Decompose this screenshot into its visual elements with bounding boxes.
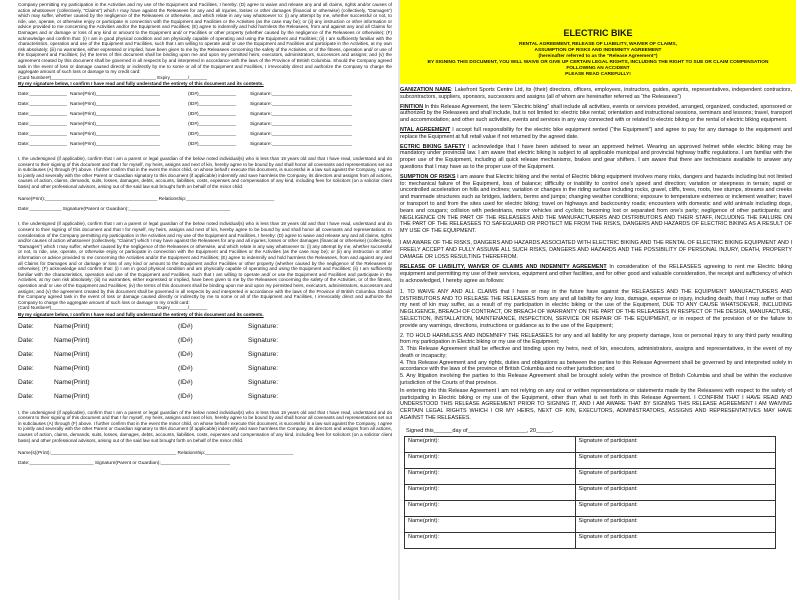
signature-heading: By my signature below, I confirm I have read and fully understand the entirety of this document and its contents. [18,81,264,87]
release-paragraph: RELEASE OF LIABILITY, WAIVER OF CLAIMS AND INDEMNITY AGREEMENT In consideration of the RELEASEES agreeing to rent me Electric biking equipment and permitting my use of their services, equipment and other facilities, and for other good and valuable consideration, the receipt and sufficiency of which is acknowledged, I hereby agree as follows: [400,264,792,284]
signature-cell[interactable]: Signature of participant: [575,436,775,452]
final-acknowledgement: In entering into this Release Agreement I am not relying on any oral or written representations or statements made by the Releasees with respect to the safety of participating in Electric biking or my use of the Equipment, other than what is set forth in this Release Agreement. I CONFIRM THAT I HAVE READ AND UNDERSTOOD THIS RELEASE AGREEMENT PRIOR TO SIGNING IT, AND I AM AWARE THAT BY SIGNING THIS RELEASE AGREEMENT I AM WAIVING CERTAIN LEGAL RIGHTS WHICH I OR MY HEIRS, NEXT OF KIN, EXECUTORS, ADMINISTRATORS, ASSIGNS AND REPRESENTATIVES MAY HAVE AGAINST THE RELEASEES. [400,387,792,422]
card-number-line: (Card Number#)_________________________________________ Expiry_______/_______ [18,74,208,80]
signature-row: Date:______________ Name(Print)________________________ (ID#)______________ Signature:______________________________ [18,141,352,147]
definition-paragraph: FINITION In this Release Agreement, the term “Electric biking” shall include all activities, events or services provided, arranged, organized, conducted, sponsored or authorized by the Releasees and shall include, but is not limited to: electric bike rental; orientation and instructional sessions, seminars and lessons; travel, transport and accommodation; and other such activities, events and services in any way connected with or related to electric biking or the rental of electric biking equipment. [400,103,792,124]
signature-row: Date:______________ Name(Print)________________________ (ID#)______________ Signature:______________________________ [18,111,352,117]
guardian-consent-text-2: I, the undersigned (if applicable), confirm that I am a parent or legal guardian of the below noted individual(s) who is less than 19 years old and that I have read, understand and do consent to their signing of this document and that I for myself, my heirs, assigns and next of kin, hereby agree to be bound by and shall honor all covenants and representations. In consideration of the Company permitting my participation in the Activities and my use of the Equipment and Facilities, I hereby: (D) agree to waive and release any and all claims, rights and/or causes of action whatsoever (collectively, “Claims”) which I may have against the Releasees for any and all injuries, losses or other damages (financial or otherwise) (collectively, “Damages”) which I may suffer, whether caused by the negligence of the Releasees or otherwise, and which relate in any way whatsoever to: (i) any attempt by me, whether successful or not, to ride, use, operate, or otherwise enjoy or participate in connection with the Equipment and Facilities or the Activities (as the case may be); or (ii) any instruction or other information or advice provided to me concerning the Activities and/or the Equipment and Facilities; (E) agree to indemnify and hold harmless the Releasees, from and against any and all Claims for Damages and or damage or loss of any kind or amount to the Equipment and/or Facilities or other property (whether caused by the negligence of the Releasees or otherwise); (F) acknowledge and confirm that: (i) I am in good physical condition and am physically capable of operating and using the Equipment and Facilities; (ii) I am sufficiently familiar with the characteristics, operation and use of the Equipment and Facilities, such that I am willing to operate and/ or use the Equipment and Facilities and participate in the Activities, at my own risk absolutely; (iii) no warranties, either expressed or implied, have been given to me by the Releasees concerning the safety of the Activities, or of the fitness, operation and/ or use of the Equipment and Facilities; (iv) the terms of this document shall be binding upon me and upon my permitted heirs, executors, administrators, successors and assigns; and (v) the agreement created by this document shall be governed in all respects by and interpreted in accordance with the laws of the Province of British Columbia. Should the Company agreed task in the event of loss or damage caused directly or indirectly by me to some or all of the Equipment and Facilities, I irrevocably direct and authorize the Company to charge the aggregate amount of such loss or damage to my credit card: [18,221,392,305]
name-cell[interactable]: Name(print): [405,436,576,452]
waiver-clause-text: Company permitting my participation in the Activities and my use of the Equipment and Facilities, I hereby: (D) agree to waive and release any and all claims, rights and/or causes of action whatsoever (collectively, “Claims”) which I may have against the Releasees for any and all injuries, losses or other damages (financial or otherwise) (collectively, “Damages”) which may suffer, whether caused by the negligence of the Releasees or otherwise, and which relate in any way whatsoever to: (i) any attempt by me, whether successful or not, to ride, use, operate, or otherwise enjoy or participate in connection with the Equipment and Facilities or the Activities (as the case may be); or (ii) any instruction or other information or advice provided to me concerning the Activities and/or the Equipment and Facilities; (E) agree to indemnify and hold harmless the Releasees, from and against any and all Claims for Damages and or damage or loss of any kind or amount to the Equipment and/ or Facilities or other property (whether caused by the negligence of the Releasees or otherwise); (F) acknowledge and confirm that: (i) I am in good physical condition and am physically capable of operating and using the Equipment and Facilities; (ii) I am sufficiently familiar with the characteristics, operation and use of the Equipment and Facilities, such that I am willing to operate and/ or use the Equipment and Facilities and participate in the Activities, at my own risk absolutely; (iii) no warranties, either expressed or implied, have been given to me by the Releasees concerning the safety of the Activities, or of the fitness, operation and/ or use of the Equipment and Facilities; (iv) the terms of this document shall be binding upon me and upon my permitted heirs, executors, administrators, successors and assigns; and (v) the agreement created by this document shall be governed in all respects by and interpreted in accordance with the laws of the Province of British Columbia. Should the Company agreed task in the event of loss or damage caused directly or indirectly by me to some or all of the Equipment and Facilities, I irrevocably direct and authorize the Company to charge the aggregate amount of such loss or damage to my credit card: [18,2,392,75]
risk-paragraph: SUMPTION OF RISKS I am aware that Electric biking and the rental of Electric biking equipment involves many risks, dangers and hazards including but not limited to: mechanical failure of the Equipment, loss of balance; difficulty or inability to control one’s speed and direction; variation or steepness in terrain; rapid or uncontrolled acceleration on hills and inclines; variation or changes in the riding surface including rocks, gravel, cliffs, trees, roots, tree stumps, streams and creeks and manmade structures such as bridges, ladders, berms and jumps; changing weather conditions; exposure to temperature extremes or inclement weather; travel or transport to and from the sites used for electric biking; travel on highways and backcountry roads; encounters with domestic and wild animals including dogs, bears and cougars; collision with pedestrians, motor vehicles and cyclists; becoming lost or separated from one’s party; negligence of other participants; and NEGLIGENCE ON THE PART OF THE RELEASEES AND THE MANUFACTURERS AND DISTRIBUTORS AND THEIR STAFF, INCLUDING THE FAILURE ON THE PART OF THE RELEASEES TO SAFEGUARD OR PROTECT ME FROM THE RISKS, DANGERS AND HAZARDS OF ELECTRIC BIKING AS A RESULT OF MY USE OF THE EQUIPMENT. [400,173,792,235]
table-row [405,500,776,516]
agreement-item: 5. Any litigation involving the parties to this Release Agreement shall be brought solely within the province of British Columbia and shall be within the exclusive jurisdiction of the Courts of that province. [400,373,792,387]
right-rental-agreement-page [400,0,800,600]
table-row [405,516,776,532]
signature-row-large: Date: Name(Print) (ID#) Signature: [18,322,279,330]
rental-paragraph: NTAL AGREEMENT I accept full responsibility for the electric bike equipment rented (“the Equipment”) and agree to pay for any damage to the equipment and replace the Equipment at full retail value if not returned by the agreed date. [400,126,792,140]
agreement-item: 2. TO HOLD HARMLESS AND INDEMNIFY THE RELEASEES for any and all liability for any property damage, loss or personal injury to any third party resulting from my participation in Electric biking or my use of the Equipment; [400,332,792,346]
name-cell[interactable]: Name(print): [405,500,576,516]
document-title: ELECTRIC BIKE [563,28,633,38]
table-row [405,484,776,500]
banner-line: PLEASE READ CAREFULLY! [565,72,631,77]
table-row [405,532,776,548]
small-signature-rows [18,90,392,150]
signature-row: Date:______________ Name(Print)________________________ (ID#)______________ Signature:______________________________ [18,91,352,97]
header-banner [400,0,796,84]
table-row [405,452,776,468]
signature-cell[interactable]: Signature of participant: [575,468,775,484]
banner-line: BY SIGNING THIS DOCUMENT, YOU WILL WAIVE OR GIVE UP CERTAIN LEGAL RIGHTS, INCLUDING THE RIGHT TO SUE OR CLAIM COMPENSATION [427,60,769,65]
signature-row: Date:______________ Name(Print)________________________ (ID#)______________ Signature:______________________________ [18,131,352,137]
table-row [405,468,776,484]
name-cell[interactable]: Name(print): [405,516,576,532]
safety-paragraph: ECTRIC BIKING SAFETY I acknowledge that I have been advised to wear an approved helmet. Wearing an approved helmet while electric biking may be mandatory under provincial law. I am aware that electric biking is subject to all applicable municipal and provincial highway traffic regulations. I am familiar with the proper use of the Equipment, including all quick release mechanisms, brakes and gear shifters. I am aware that there are technicians available to answer any questions that I may have as to the proper use of the Equipment. [400,143,792,170]
banner-line: FOLLOWING AN ACCIDENT [566,66,630,71]
guardian-consent-text: I, the undersigned (if applicable), confirm that I am a parent or legal guardian of the below noted individual(s) who is less than 19 years old and that I have read, understand and do consent to their signing of this document and that I for myself, my heirs, assigns and next of kin, hereby agree to be bound by and shall honor all covenants and representations set out in subclauses (A) through (F) above. I further confirm that in the event the minor child, on whose behalf I execute this document, is successful in a law suit against the Company, I agree to jointly and severally with the other Parent or Guardian signatory to this document (if applicable) indemnify and save harmless the Company, its directors and assigns from all actions, causes of action, claims, demands, suits, losses, damages, debts, accounts, liabilities, costs, expenses and compensation of any kind, including fees for solicitors (on a solicitor client basis) and other professional advisors, arising out of the said law suit brought forth on behalf of the minor child. [18,155,392,189]
organization-paragraph: GANIZATION NAME: Lakefront Sports Centre Ltd, its (their) directors, officers, employees, instructors, guides, agents, representatives, independent contractors, subcontractors, suppliers, sponsors, successors and assigns (all of whom are hereinafter referred as “the Releasees”) [400,87,792,100]
signature-cell[interactable]: Signature of participant: [575,484,775,500]
signature-row-large: Date: Name(Print) (ID#) Signature: [18,336,279,344]
signature-row-large: Date: Name(Print) (ID#) Signature: [18,392,279,400]
minor-name-line: Name(Print):__________________________________________ Relationship:_________________________________ [18,197,275,203]
signature-row-large: Date: Name(Print) (ID#) Signature: [18,350,279,358]
guardian-consent-text-3: I, the undersigned (if applicable), confirm that I am a parent or legal guardian of the below noted individual(s) who is less than 19 years old and that I have read, understand and do consent to their signing of this document and that I for myself, my heirs, assigns and next of kin, hereby agree to be bound by and shall honor all covenants and representations set out in subclauses (A) through (F) above. I further confirm that in the event the minor child, on whose behalf I execute this document, is successful in a law suit against the Company, I agree to jointly and severally with the other Parent or Guardian signatory to this document (if applicable) indemnify and save harmless the Company, its directors and assigns from all actions, causes of action, claims, demands, suits, losses, damages, debts, accounts, liabilities, costs, expenses and compensation of any kind, including fees for solicitors (on a solicitor client basis) and other professional advisors, arising out of the said law suit brought forth on behalf of the minor child. [18,409,392,443]
name-cell[interactable]: Name(print): [405,532,576,548]
name-cell[interactable]: Name(print): [405,484,576,500]
table-row [405,436,776,452]
minor-date-line: Date:____________ Signature(Parent or Guardian):______________________________________ [18,207,231,213]
agreement-item: 3. This Release Agreement shall be effective and binding upon my heirs, next of kin, executors, administrators, assigns and representatives, in the event of my death or incapacity; [400,346,792,359]
left-waiver-page [0,0,398,600]
minor-name-line-2: Name(s)(Print):_______________________________________________ Relationship:_________________________________ [18,451,294,457]
name-cell[interactable]: Name(print): [405,468,576,484]
participant-signature-table [404,436,776,549]
banner-line: RENTAL AGREEMENT, RELEASE OF LIABILITY, WAIVER OF CLAIMS, [519,42,677,47]
agreement-body [400,84,796,549]
minor-date-line-2: Date:________________________ Signature(Parent or Guardian):__________________________ [18,461,231,467]
awareness-paragraph: I AM AWARE OF THE RISKS, DANGERS AND HAZARDS ASSOCIATED WITH ELECTRIC BIKING AND THE RENTAL OF ELECTRIC BIKING EQUIPMENT AND I FREELY ACCEPT AND FULLY ASSUME ALL SUCH RISKS, DANGERS AND HAZARDS AND THE POSSIBILITY OF PERSONAL INJURY, DEATH, PROPERTY DAMAGE OR LOSS RESULTING THEREFROM. [400,239,792,260]
agreement-item: 4. This Release Agreement and any rights, duties and obligations as between the parties to this Release Agreement shall be governed by and interpreted solely in accordance with the laws of the province of British Columbia and no other jurisdiction; and [400,359,792,373]
signature-row-large: Date: Name(Print) (ID#) Signature: [18,378,279,386]
signature-cell[interactable]: Signature of participant: [575,516,775,532]
name-cell[interactable]: Name(print): [405,452,576,468]
large-signature-rows [18,320,392,404]
signature-cell[interactable]: Signature of participant: [575,532,775,548]
signature-cell[interactable]: Signature of participant: [575,500,775,516]
signature-row-large: Date: Name(Print) (ID#) Signature: [18,364,279,372]
banner-line: (hereinafter referred to as the “Release Agreement”) [538,54,658,59]
signature-row: Date:______________ Name(Print)________________________ (ID#)______________ Signature:______________________________ [18,101,352,107]
agreement-item: 1. TO WAIVE ANY AND ALL CLAIMS that I have or may in the future have against the RELEASEES AND THE EQUIPMENT MANUFACTURERS AND DISTRIBUTORS AND TO RELEASE THE RELEASEES from any and all liability for any loss, damage, expense or injury, including death, that I may suffer or that my next of kin may suffer, as a result of my participation in electric biking or the use of the Equipment, DUE TO ANY CAUSE WHATSOEVER, INCLUDING NEGLIGENCE, BREACH OF CONTRACT, OR BREACH OF WARRANTY ON THE PART OF THE RELEASEES IN RESPECT OF THE DESIGN, MANUFACTURE, SELECTION, INSTALLATION, MAINTENANCE, INSPECTION, SERVICE OR REPAIR OF THE EQUIPMENT, or in respect of the provision of or the failure to provide any warnings, directions, instructions or guidance as to the use of the Equipment; [400,288,792,329]
signature-cell[interactable]: Signature of participant: [575,452,775,468]
signed-date-line: Signed this______day of___________________, 20_____. [406,427,554,434]
card-number-line-2: (Card Number#)_________________________________________ Expiry_______/_______ [18,305,208,311]
signature-row: Date:______________ Name(Print)________________________ (ID#)______________ Signature:______________________________ [18,121,352,127]
signature-heading-2: By my signature below, I confirm I have read and fully understand the entirety of this document and its contents. [18,311,264,317]
banner-line: ASSUMPTION OF RISKS AND INDEMNITY AGREEMENT [534,48,662,53]
